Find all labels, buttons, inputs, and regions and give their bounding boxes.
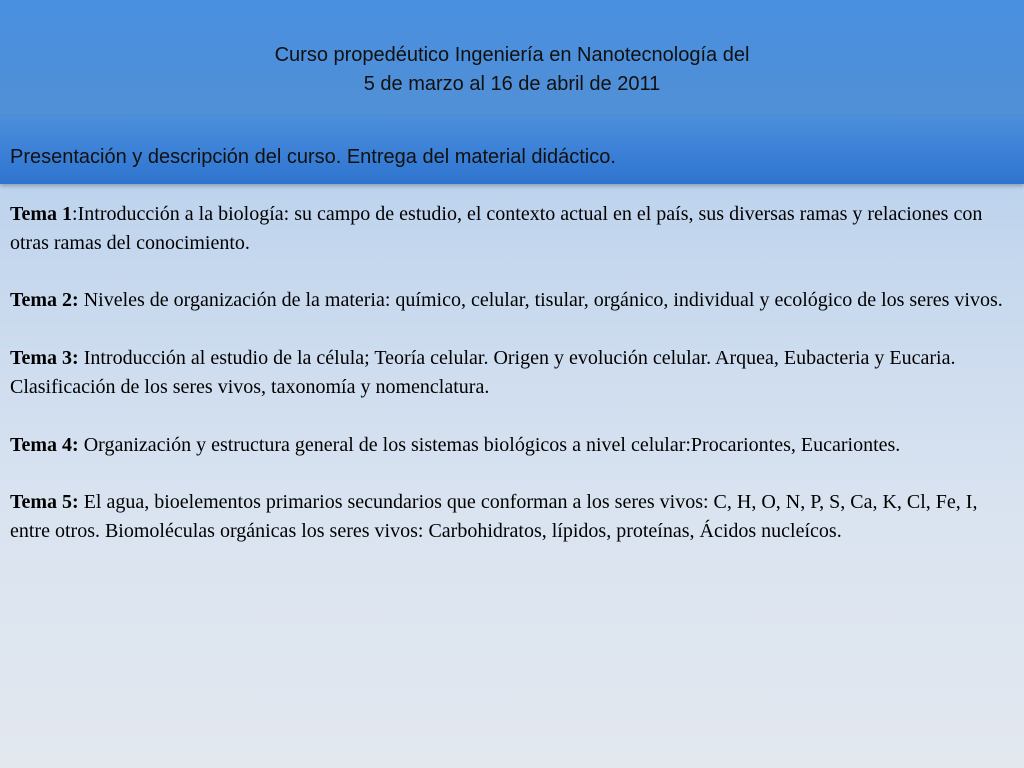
topic-2-label: Tema 2: [10, 289, 79, 312]
topic-3-label: Tema 3: [10, 347, 79, 370]
slide-header [0, 0, 1024, 116]
topic-4-text: Organización y estructura general de los sistemas biológicos a nivel celular:Procariontes, Eucariontes. [78, 433, 901, 456]
topic-2-text: Niveles de organización de la materia: químico, celular, tisular, orgánico, individual y ecológico de los seres vivos. [78, 289, 1003, 312]
topic-1-text: :Introducción a la biología: su campo de estudio, el contexto actual en el país, sus diversas ramas y relaciones con otras ramas del conocimiento. [10, 203, 983, 254]
subtitle-text: Presentación y descripción del curso. Entrega del material didáctico. [10, 146, 616, 168]
topic-1-label: Tema 1 [10, 203, 73, 225]
topics-list [10, 200, 1010, 575]
slide-title-line-2: 5 de marzo al 16 de abril de 2011 [363, 73, 661, 95]
topic-5 [10, 488, 1010, 545]
topic-2 [10, 286, 1010, 315]
topic-3 [10, 344, 1010, 401]
topic-4 [10, 431, 1010, 460]
topic-1 [10, 200, 1010, 257]
subtitle-band [0, 116, 1024, 184]
topic-3-text: Introducción al estudio de la célula; Teoría celular. Origen y evolución celular. Arquea, Eubacteria y Eucaria. Clasificación de los seres vivos, taxonomía y nomenclatura. [10, 347, 956, 398]
topic-5-label: Tema 5: [10, 491, 79, 514]
slide-title-line-1: Curso propedéutico Ingeniería en Nanotecnología del [274, 44, 750, 66]
topic-5-text: El agua, bioelementos primarios secundarios que conforman a los seres vivos: C, H, O, N, P, S, Ca, K, Cl, Fe, I, entre otros. Biomoléculas orgánicas los seres vivos: Carbohidratos, lípidos, proteínas, Ácidos nucleícos. [10, 491, 978, 542]
topic-4-label: Tema 4: [10, 433, 79, 456]
